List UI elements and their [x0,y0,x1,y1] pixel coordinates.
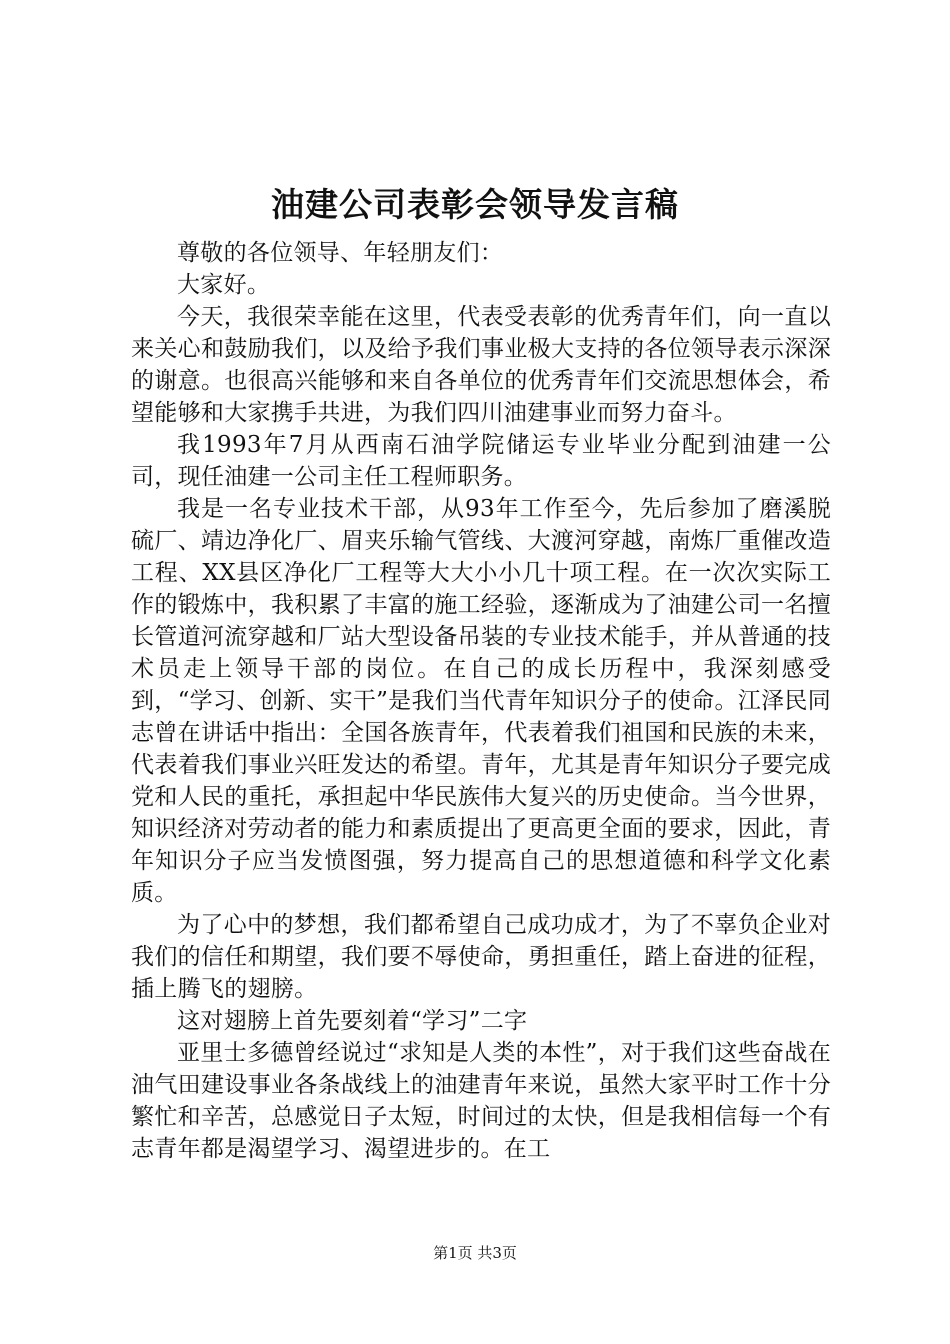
paragraph: 我1993年7月从西南石油学院储运专业毕业分配到油建一公司，现任油建一公司主任工程师职务。 [131,432,831,490]
document-title: 油建公司表彰会领导发言稿 [271,185,679,224]
paragraph: 亚里士多德曾经说过“求知是人类的本性”，对于我们这些奋战在油气田建设事业各条战线上的油建青年来说，虽然大家平时工作十分繁忙和辛苦，总感觉日子太短，时间过的太快，但是我相信每一个有志青年都是渴望学习、渴望进步的。在工 [131,1040,831,1162]
section-heading: 这对翅膀上首先要刻着“学习”二字 [177,1008,528,1034]
greeting: 大家好。 [177,272,271,298]
document-body [131,237,831,1165]
salutation: 尊敬的各位领导、年轻朋友们： [177,240,504,266]
paragraph: 今天，我很荣幸能在这里，代表受表彰的优秀青年们，向一直以来关心和鼓励我们，以及给予我们事业极大支持的各位领导表示深深的谢意。也很高兴能够和来自各单位的优秀青年们交流思想体会，希望能够和大家携手共进，为我们四川油建事业而努力奋斗。 [131,304,831,426]
paragraph: 为了心中的梦想，我们都希望自己成功成才，为了不辜负企业对我们的信任和期望，我们要不辱使命，勇担重任，踏上奋进的征程，插上腾飞的翅膀。 [131,912,831,1002]
paragraph: 我是一名专业技术干部，从93年工作至今，先后参加了磨溪脱硫厂、靖边净化厂、眉夹乐输气管线、大渡河穿越，南炼厂重催改造工程、XX县区净化厂工程等大大小小几十项工程。在一次次实际工作的锻炼中，我积累了丰富的施工经验，逐渐成为了油建公司一名擅长管道河流穿越和厂站大型设备吊装的专业技术能手，并从普通的技术员走上领导干部的岗位。在自己的成长历程中，我深刻感受到，“学习、创新、实干”是我们当代青年知识分子的使命。江泽民同志曾在讲话中指出：全国各族青年，代表着我们祖国和民族的未来，代表着我们事业兴旺发达的希望。青年，尤其是青年知识分子要完成党和人民的重托，承担起中华民族伟大复兴的历史使命。当今世界，知识经济对劳动者的能力和素质提出了更高更全面的要求，因此，青年知识分子应当发愤图强，努力提高自己的思想道德和科学文化素质。 [131,496,831,906]
page-footer: 第1页 共3页 [433,1244,517,1262]
